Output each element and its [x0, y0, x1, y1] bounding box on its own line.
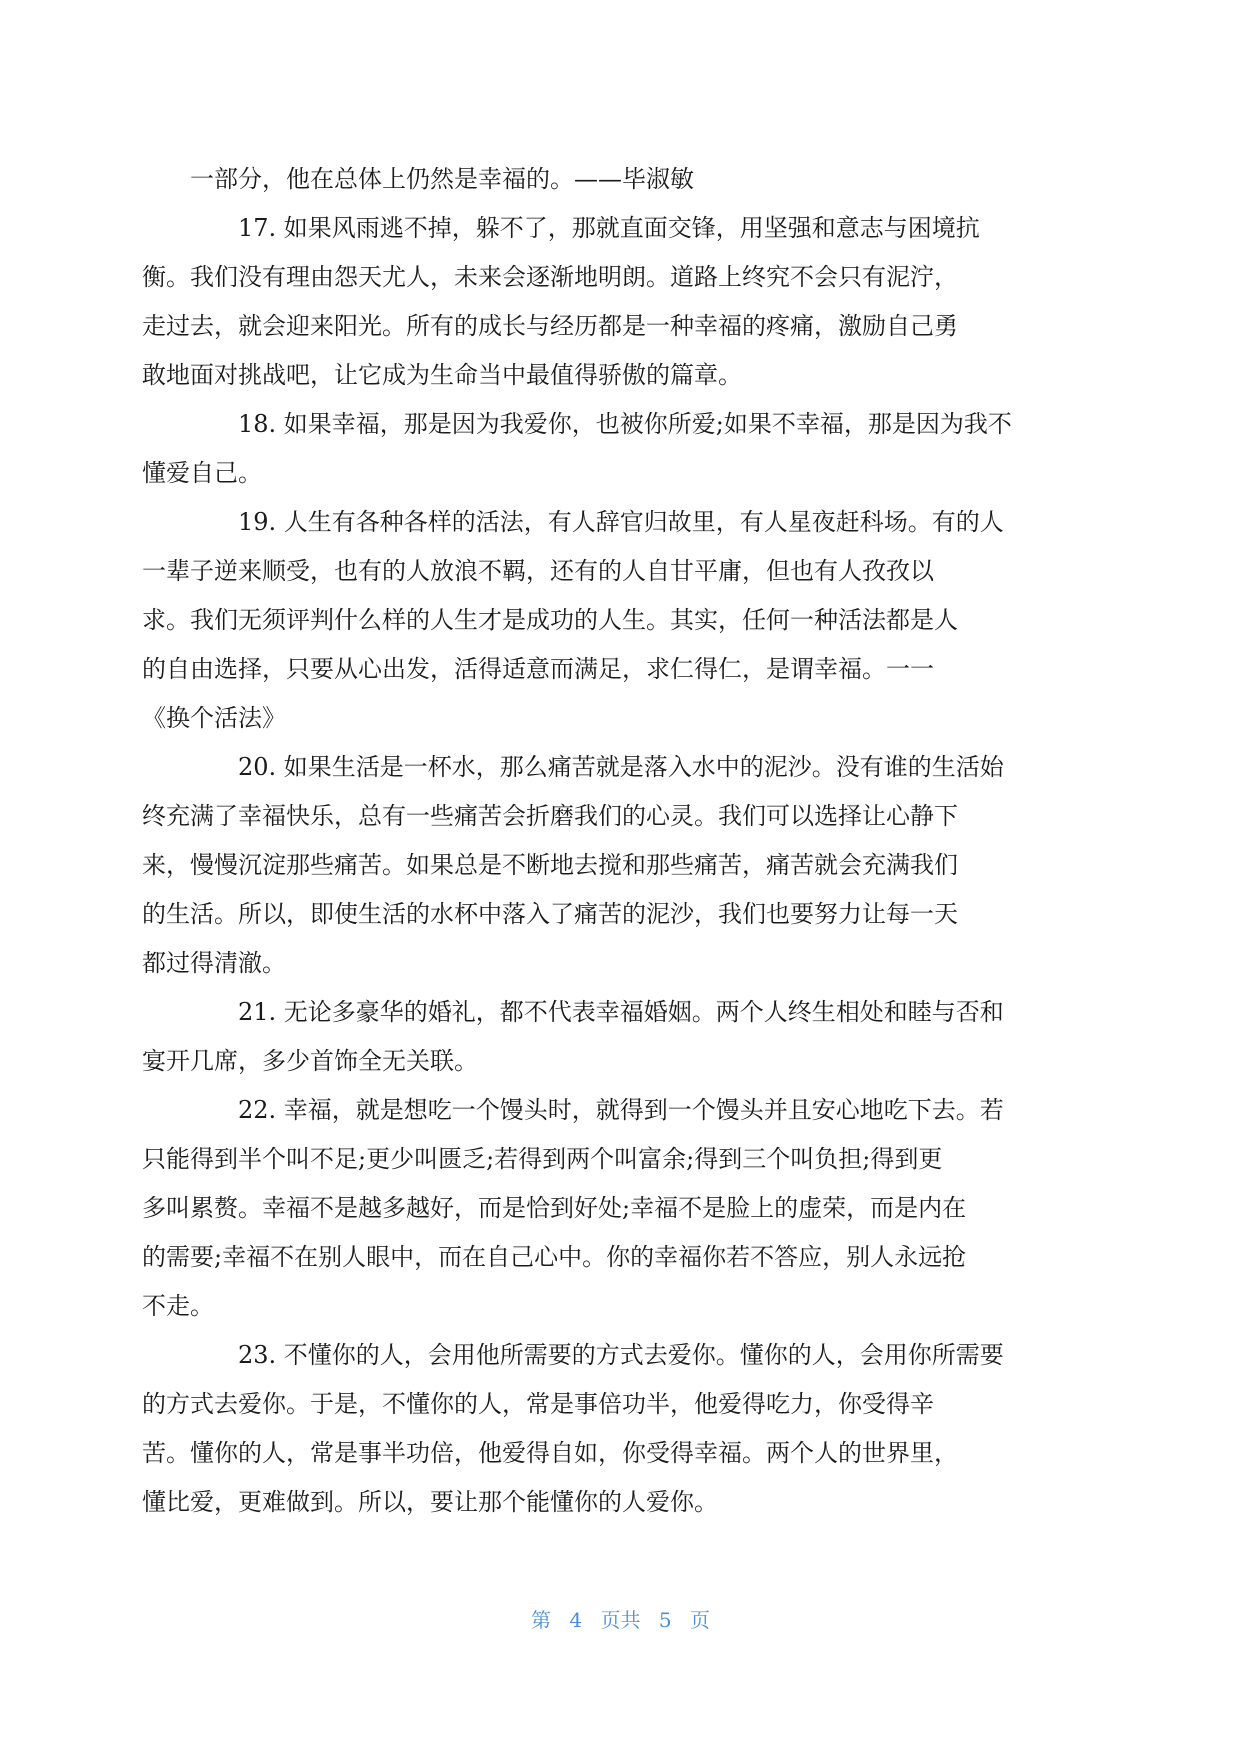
text-line: 19. 人生有各种各样的活法，有人辞官归故里，有人星夜赶科场。有的人 — [238, 508, 1004, 536]
document-body — [142, 155, 1052, 1527]
text-line: 衡。我们没有理由怨天尤人，未来会逐渐地明朗。道路上终究不会只有泥泞， — [142, 263, 958, 291]
paragraph-16-tail — [190, 155, 1052, 204]
text-line: 多叫累赘。幸福不是越多越好，而是恰到好处;幸福不是脸上的虚荣，而是内在 — [142, 1194, 967, 1222]
paragraph-22 — [142, 1086, 1052, 1331]
text-line: 的生活。所以，即使生活的水杯中落入了痛苦的泥沙，我们也要努力让每一天 — [142, 900, 958, 928]
paragraph-21 — [142, 988, 1052, 1086]
text-line: 的需要;幸福不在别人眼中，而在自己心中。你的幸福你若不答应，别人永远抢 — [142, 1243, 967, 1271]
text-line: 的自由选择，只要从心出发，活得适意而满足，求仁得仁，是谓幸福。一一 — [142, 655, 934, 683]
text-line: 走过去，就会迎来阳光。所有的成长与经历都是一种幸福的疼痛，激励自己勇 — [142, 312, 958, 340]
paragraph-23 — [142, 1331, 1052, 1527]
paragraph-17 — [142, 204, 1052, 400]
text-line: 不走。 — [142, 1292, 214, 1320]
text-line: 懂比爱，更难做到。所以，要让那个能懂你的人爱你。 — [142, 1488, 718, 1516]
paragraph-19 — [142, 498, 1052, 743]
footer-prefix: 第 — [531, 1608, 552, 1632]
text-line: 23. 不懂你的人，会用他所需要的方式去爱你。懂你的人，会用你所需要 — [238, 1341, 1004, 1369]
text-line: 22. 幸福，就是想吃一个馒头时，就得到一个馒头并且安心地吃下去。若 — [238, 1096, 1004, 1124]
text-line: 只能得到半个叫不足;更少叫匮乏;若得到两个叫富余;得到三个叫负担;得到更 — [142, 1145, 943, 1173]
text-line: 终充满了幸福快乐，总有一些痛苦会折磨我们的心灵。我们可以选择让心静下 — [142, 802, 958, 830]
text-line: 一辈子逆来顺受，也有的人放浪不羁，还有的人自甘平庸，但也有人孜孜以 — [142, 557, 934, 585]
text-line: 《换个活法》 — [142, 704, 286, 732]
text-line: 求。我们无须评判什么样的人生才是成功的人生。其实，任何一种活法都是人 — [142, 606, 958, 634]
text-line: 20. 如果生活是一杯水，那么痛苦就是落入水中的泥沙。没有谁的生活始 — [238, 753, 1004, 781]
paragraph-18 — [142, 400, 1052, 498]
paragraph-20 — [142, 743, 1052, 988]
footer-total-pages: 5 — [658, 1608, 672, 1632]
text-line: 懂爱自己。 — [142, 459, 262, 487]
text-line: 18. 如果幸福，那是因为我爱你，也被你所爱;如果不幸福，那是因为我不 — [238, 410, 1012, 438]
text-line: 的方式去爱你。于是，不懂你的人，常是事倍功半，他爱得吃力，你受得辛 — [142, 1390, 934, 1418]
text-line: 都过得清澈。 — [142, 949, 286, 977]
text-line: 来，慢慢沉淀那些痛苦。如果总是不断地去搅和那些痛苦，痛苦就会充满我们 — [142, 851, 958, 879]
text-line: 苦。懂你的人，常是事半功倍，他爱得自如，你受得幸福。两个人的世界里， — [142, 1439, 958, 1467]
text-line: 一部分，他在总体上仍然是幸福的。——毕淑敏 — [190, 165, 694, 193]
footer-suffix: 页 — [689, 1608, 710, 1632]
text-line: 17. 如果风雨逃不掉，躲不了，那就直面交锋，用坚强和意志与困境抗 — [238, 214, 980, 242]
footer-current-page: 4 — [569, 1608, 583, 1632]
footer-middle: 页共 — [600, 1608, 641, 1632]
text-line: 21. 无论多豪华的婚礼，都不代表幸福婚姻。两个人终生相处和睦与否和 — [238, 998, 1004, 1026]
text-line: 宴开几席，多少首饰全无关联。 — [142, 1047, 478, 1075]
text-line: 敢地面对挑战吧，让它成为生命当中最值得骄傲的篇章。 — [142, 361, 742, 389]
page-number-footer — [0, 1604, 1241, 1633]
